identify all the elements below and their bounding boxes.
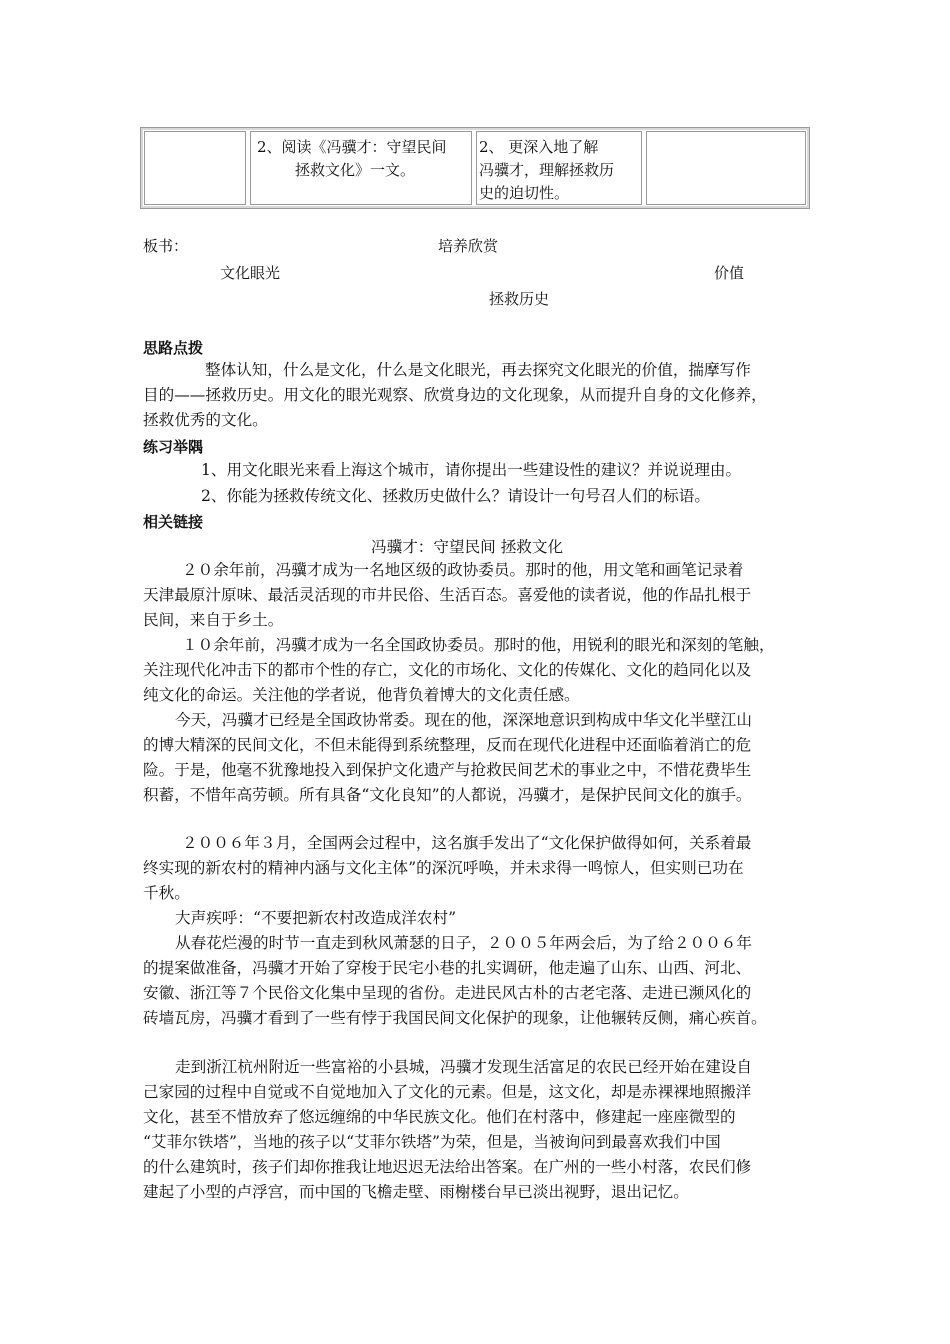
cell-line: 拯救文化》一文。 [295,161,416,179]
text-line: 走到浙江杭州附近一些富裕的小县城，冯骥才发现生活富足的农民已经开始在建设自 [175,1058,752,1076]
text-line: ２００６年３月，全国两会过程中，这名旗手发出了“文化保护做得如何，关系着最 [182,834,752,852]
text-line: 的什么建筑时，孩子们却你推我让地迟迟无法给出答案。在广州的一些小村落，农民们修 [143,1158,752,1176]
text-line: 文化，甚至不惜放弃了悠远缠绵的中华民族文化。他们在村落中，修建起一座座微型的 [143,1108,736,1126]
text-line: 民间，来自于乡土。 [143,611,284,629]
section-title-lianjie: 相关链接 [143,513,204,531]
text-line: “艾菲尔铁塔”，当地的孩子以“艾菲尔铁塔”为荣，但是，当被询问到最喜欢我们中国 [143,1133,721,1151]
board-zhengjiu-lishi: 拯救历史 [489,290,550,308]
text-line: 砖墙瓦房，冯骥才看到了一些有悖于我国民间文化保护的现象，让他辗转反侧，痛心疾首。 [143,1009,767,1027]
cell-line: 2、阅读《冯骥才：守望民间 [257,138,447,156]
text-line: 关注现代化冲击下的都市个性的存亡，文化的市场化、文化的传媒化、文化的趋同化以及 [143,661,752,679]
text-line: 今天，冯骥才已经是全国政协常委。现在的他，深深地意识到构成中华文化半壁江山 [175,711,752,729]
table-cell-reading [250,131,472,205]
exercise-item: 2、你能为拯救传统文化、拯救历史做什么？请设计一句号召人们的标语。 [201,487,710,505]
board-wenhua-yanguang: 文化眼光 [220,264,281,282]
text-line: 千秋。 [143,884,190,902]
section-title-lianxi: 练习举隅 [143,438,204,456]
board-label: 板书： [143,237,189,255]
text-line: 整体认知，什么是文化，什么是文化眼光，再去探究文化眼光的价值，揣摩写作 [205,361,751,379]
board-peiyang: 培养欣赏 [438,237,499,255]
table-cell-goal [476,131,642,205]
text-line: 拯救优秀的文化。 [143,411,268,429]
cell-line: 冯骥才，理解拯救历 [479,161,615,179]
text-line: １０余年前，冯骥才成为一名全国政协委员。那时的他，用锐利的眼光和深刻的笔触， [182,636,775,654]
table-cell-empty-right [646,131,806,205]
text-line: 的提案做准备，冯骥才开始了穿梭于民宅小巷的扎实调研，他走遍了山东、山西、河北、 [143,959,752,977]
cell-line: 史的迫切性。 [479,184,570,202]
subhead-text: 大声疾呼：“不要把新农村改造成洋农村” [175,909,457,927]
lesson-table [140,127,810,209]
text-line: 建起了小型的卢浮宫，而中国的飞檐走壁、雨榭楼台早已淡出视野，退出记忆。 [143,1183,689,1201]
cell-line: 2、 更深入地了解 [479,138,599,156]
text-line: 终实现的新农村的精神内涵与文化主体”的深沉呼唤，并未求得一鸣惊人，但实则已功在 [143,859,744,877]
board-jiazhi: 价值 [714,264,745,282]
text-line: 目的——拯救历史。用文化的眼光观察、欣赏身边的文化现象，从而提升自身的文化修养， [143,386,767,404]
text-line: 己家园的过程中自觉或不自觉地加入了文化的元素。但是，这文化，却是赤裸裸地照搬洋 [143,1083,752,1101]
text-line: 天津最原汁原味、最活灵活现的市井民俗、生活百态。喜爱他的读者说，他的作品扎根于 [143,586,752,604]
text-line: 险。于是，他毫不犹豫地投入到保护文化遗产与抢救民间艺术的事业之中，不惜花费毕生 [143,761,752,779]
article-title: 冯骥才：守望民间 拯救文化 [371,538,564,556]
text-line: 安徽、浙江等７个民俗文化集中呈现的省份。走进民风古朴的古老宅落、走进已濒风化的 [143,984,752,1002]
exercise-item: 1、用文化眼光来看上海这个城市，请你提出一些建设性的建议？并说说理由。 [201,461,742,479]
text-line: 纯文化的命运。关注他的学者说，他背负着博大的文化责任感。 [143,686,580,704]
text-line: ２０余年前，冯骥才成为一名地区级的政协委员。那时的他，用文笔和画笔记录着 [182,561,744,579]
text-line: 从春花烂漫的时节一直走到秋风萧瑟的日子，２００５年两会后，为了给２００６年 [175,934,752,952]
text-line: 积蓄，不惜年高劳顿。所有具备“文化良知”的人都说，冯骥才，是保护民间文化的旗手。 [143,786,752,804]
section-title-silu: 思路点拨 [143,339,204,357]
table-cell-empty-left [144,131,246,205]
text-line: 的博大精深的民间文化，不但未能得到系统整理，反而在现代化进程中还面临着消亡的危 [143,736,752,754]
